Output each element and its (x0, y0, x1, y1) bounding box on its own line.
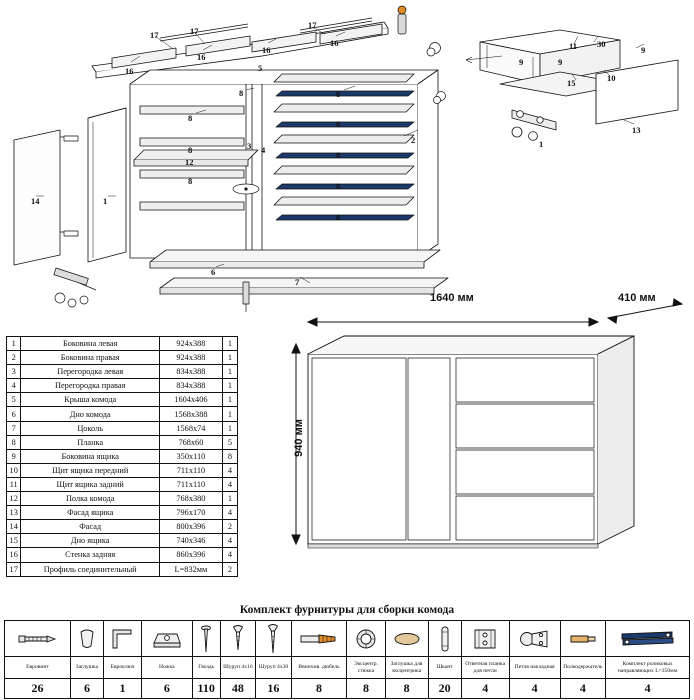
parts-cell-dim: 768x60 (160, 435, 223, 449)
callout-number: 16 (262, 45, 271, 55)
parts-cell-idx: 17 (7, 562, 21, 576)
parts-list-row (7, 492, 238, 506)
parts-cell-dim: 768x380 (160, 492, 223, 506)
dresser-svg (286, 292, 690, 572)
parts-cell-dim: 924x388 (160, 337, 223, 351)
parts-cell-idx: 10 (7, 463, 21, 477)
parts-cell-idx: 12 (7, 492, 21, 506)
parts-cell-dim: 1604x406 (160, 393, 223, 407)
parts-cell-idx: 13 (7, 506, 21, 520)
hardware-qty-cell: 6 (141, 679, 192, 699)
parts-cell-idx: 9 (7, 449, 21, 463)
callout-number: 1 (103, 196, 108, 206)
parts-cell-qty: 4 (222, 506, 237, 520)
parts-cell-idx: 1 (7, 337, 21, 351)
parts-cell-idx: 3 (7, 365, 21, 379)
callout-number: 10 (607, 73, 616, 83)
parts-list-table (6, 336, 238, 577)
parts-cell-name: Фасад (21, 520, 160, 534)
parts-cell-idx: 14 (7, 520, 21, 534)
hardware-qty-cell: 8 (385, 679, 428, 699)
parts-cell-qty: 4 (222, 463, 237, 477)
width-dimension-arrow (308, 318, 598, 326)
callout-number: 14 (31, 196, 40, 206)
parts-cell-qty: 2 (222, 562, 237, 576)
parts-cell-name: Перегородка правая (21, 379, 160, 393)
screw-4x30-icon (256, 621, 292, 657)
parts-cell-idx: 4 (7, 379, 21, 393)
parts-list-row (7, 379, 238, 393)
parts-cell-name: Цоколь (21, 421, 160, 435)
callout-number: 17 (190, 26, 199, 36)
roller-slides-icon (606, 621, 690, 657)
callout-number: 30 (597, 39, 606, 49)
hardware-qty-cell: 4 (461, 679, 509, 699)
euro-screw-icon (5, 621, 71, 657)
parts-cell-name: Боковина левая (21, 337, 160, 351)
hardware-qty-cell: 26 (5, 679, 71, 699)
callout-number: 11 (569, 41, 578, 51)
parts-cell-dim: 740x346 (160, 534, 223, 548)
hinge-plate-icon (461, 621, 509, 657)
dowel-icon (428, 621, 461, 657)
parts-cell-dim: 860x396 (160, 548, 223, 562)
dowel-screw-icon (291, 621, 347, 657)
parts-cell-qty: 2 (222, 520, 237, 534)
callout-number: 13 (632, 125, 641, 135)
parts-cell-qty: 1 (222, 393, 237, 407)
parts-list-row (7, 421, 238, 435)
callout-number: 16 (330, 38, 339, 48)
callout-number: 8 (336, 89, 341, 99)
parts-cell-name: Щит ящика задний (21, 477, 160, 491)
parts-list-row (7, 534, 238, 548)
dresser-width-label: 1640 мм (430, 292, 474, 304)
parts-cell-qty: 1 (222, 421, 237, 435)
callout-number: 5 (258, 63, 263, 73)
parts-cell-idx: 11 (7, 477, 21, 491)
hardware-name-cell: Шуруп 4х16 (220, 657, 256, 679)
hardware-name-cell: Полкодержатель (560, 657, 606, 679)
cam-cover-icon (385, 621, 428, 657)
hardware-name-cell: Заглушка (70, 657, 103, 679)
parts-cell-name: Фасад ящика (21, 506, 160, 520)
parts-cell-idx: 2 (7, 351, 21, 365)
callout-number: 15 (567, 78, 576, 88)
screw-4x16-icon (220, 621, 256, 657)
parts-cell-qty: 1 (222, 379, 237, 393)
parts-cell-qty: 4 (222, 477, 237, 491)
parts-cell-dim: 924x388 (160, 351, 223, 365)
hardware-kit-table (4, 620, 690, 699)
cap-plug-icon (70, 621, 103, 657)
parts-cell-name: Боковина ящика (21, 449, 160, 463)
exploded-assembly-diagram (0, 0, 694, 320)
parts-cell-qty: 1 (222, 492, 237, 506)
callout-number: 8 (239, 88, 244, 98)
hardware-qty-cell: 20 (428, 679, 461, 699)
hardware-kit-names-row (5, 657, 690, 679)
callout-number: 8 (188, 176, 193, 186)
part-bottom (150, 250, 440, 268)
callout-number: 7 (295, 277, 300, 287)
parts-cell-qty: 1 (222, 365, 237, 379)
hardware-kit-icons-row (5, 621, 690, 657)
parts-list-row (7, 548, 238, 562)
callout-number: 1 (539, 139, 544, 149)
dresser-doors (312, 358, 450, 540)
hardware-name-cell: Евровинт (5, 657, 71, 679)
parts-cell-dim: 800x396 (160, 520, 223, 534)
hardware-name-cell: Шуруп 4х30 (256, 657, 292, 679)
leg-icon (141, 621, 192, 657)
hardware-kit-title: Комплект фурнитуры для сборки комода (239, 604, 455, 616)
hardware-qty-cell: 8 (291, 679, 347, 699)
part-side-left (88, 108, 126, 262)
hardware-name-cell: Ножка (141, 657, 192, 679)
hardware-kit-qty-row (5, 679, 690, 699)
hardware-name-cell: Ответная планка для петли (461, 657, 509, 679)
parts-cell-name: Боковина правая (21, 351, 160, 365)
parts-cell-name: Стенка задняя (21, 548, 160, 562)
callout-number: 17 (308, 20, 317, 30)
parts-list-row (7, 506, 238, 520)
parts-cell-dim: 350x110 (160, 449, 223, 463)
callout-number: 9 (519, 57, 524, 67)
parts-cell-name: Перегородка левая (21, 365, 160, 379)
parts-cell-name: Планка (21, 435, 160, 449)
cam-lock-icon (347, 621, 385, 657)
hardware-qty-cell: 1 (103, 679, 141, 699)
parts-cell-qty: 4 (222, 548, 237, 562)
parts-cell-dim: L=832мм (160, 562, 223, 576)
hardware-qty-cell: 110 (192, 679, 220, 699)
parts-cell-qty: 1 (222, 407, 237, 421)
hardware-qty-cell: 6 (70, 679, 103, 699)
hardware-qty-cell: 4 (560, 679, 606, 699)
parts-list-row (7, 365, 238, 379)
callout-number: 9 (558, 57, 563, 67)
hardware-name-cell: Комплект роликовых направляющих L=350мм (606, 657, 690, 679)
nail-icon (192, 621, 220, 657)
parts-list-row (7, 449, 238, 463)
parts-list-row (7, 351, 238, 365)
parts-cell-name: Дно ящика (21, 534, 160, 548)
hardware-name-cell: Гвоздь (192, 657, 220, 679)
euro-key-icon (103, 621, 141, 657)
callout-number: 16 (125, 66, 134, 76)
parts-cell-idx: 8 (7, 435, 21, 449)
callout-number: 4 (261, 145, 266, 155)
callout-number: 12 (185, 157, 194, 167)
parts-cell-idx: 6 (7, 407, 21, 421)
callout-number: 8 (336, 150, 341, 160)
parts-list-row (7, 337, 238, 351)
parts-cell-dim: 1568x74 (160, 421, 223, 435)
parts-list-row (7, 562, 238, 576)
parts-cell-name: Профиль соединительный (21, 562, 160, 576)
parts-list-row (7, 477, 238, 491)
callout-number: 3 (247, 141, 252, 151)
parts-list-row (7, 435, 238, 449)
dresser-height-label: 940 мм (292, 419, 305, 457)
parts-cell-dim: 834x388 (160, 379, 223, 393)
parts-cell-qty: 1 (222, 337, 237, 351)
hardware-qty-cell: 8 (347, 679, 385, 699)
parts-cell-qty: 8 (222, 449, 237, 463)
parts-cell-dim: 711x110 (160, 477, 223, 491)
parts-list-body (7, 337, 238, 577)
parts-cell-idx: 16 (7, 548, 21, 562)
hardware-qty-cell: 16 (256, 679, 292, 699)
parts-cell-idx: 15 (7, 534, 21, 548)
parts-cell-dim: 1568x388 (160, 407, 223, 421)
hardware-name-cell: Евроключ (103, 657, 141, 679)
parts-cell-qty: 1 (222, 351, 237, 365)
callout-number: 17 (150, 30, 159, 40)
hardware-name-cell: Петля накладная (509, 657, 560, 679)
hardware-qty-cell: 48 (220, 679, 256, 699)
parts-cell-idx: 7 (7, 421, 21, 435)
shelf-holder-icon (560, 621, 606, 657)
parts-cell-name: Щит ящика передний (21, 463, 160, 477)
part-shelf (134, 150, 258, 166)
parts-cell-name: Крыша комода (21, 393, 160, 407)
parts-cell-name: Полка комода (21, 492, 160, 506)
parts-cell-idx: 5 (7, 393, 21, 407)
parts-list-row (7, 393, 238, 407)
finished-dresser-illustration (286, 292, 690, 572)
dresser-depth-label: 410 мм (618, 292, 656, 304)
hardware-name-cell: Эксцентр. стяжка (347, 657, 385, 679)
hinge-icon (509, 621, 560, 657)
parts-cell-qty: 4 (222, 534, 237, 548)
callout-number: 8 (188, 145, 193, 155)
hardware-name-cell: Заглушка для эксцентрика (385, 657, 428, 679)
callout-number: 8 (188, 113, 193, 123)
parts-cell-name: Дно комода (21, 407, 160, 421)
parts-list-row (7, 520, 238, 534)
hardware-qty-cell: 4 (606, 679, 690, 699)
callout-number: 8 (336, 119, 341, 129)
callout-number: 6 (211, 267, 216, 277)
callout-number: 9 (641, 45, 646, 55)
parts-cell-dim: 711x110 (160, 463, 223, 477)
hardware-qty-cell: 4 (509, 679, 560, 699)
hardware-name-cell: Шкант (428, 657, 461, 679)
parts-list-row (7, 407, 238, 421)
hinge-marks-left (60, 136, 78, 236)
callout-number: 16 (197, 52, 206, 62)
hardware-name-cell: Ввинчив. дюбель (291, 657, 347, 679)
parts-cell-dim: 834x388 (160, 365, 223, 379)
callout-number: 8 (336, 181, 341, 191)
exploded-diagram-svg (0, 0, 694, 320)
callout-number: 2 (411, 135, 416, 145)
callout-number: 8 (336, 212, 341, 222)
parts-cell-dim: 796x170 (160, 506, 223, 520)
parts-cell-qty: 5 (222, 435, 237, 449)
parts-list-row (7, 463, 238, 477)
